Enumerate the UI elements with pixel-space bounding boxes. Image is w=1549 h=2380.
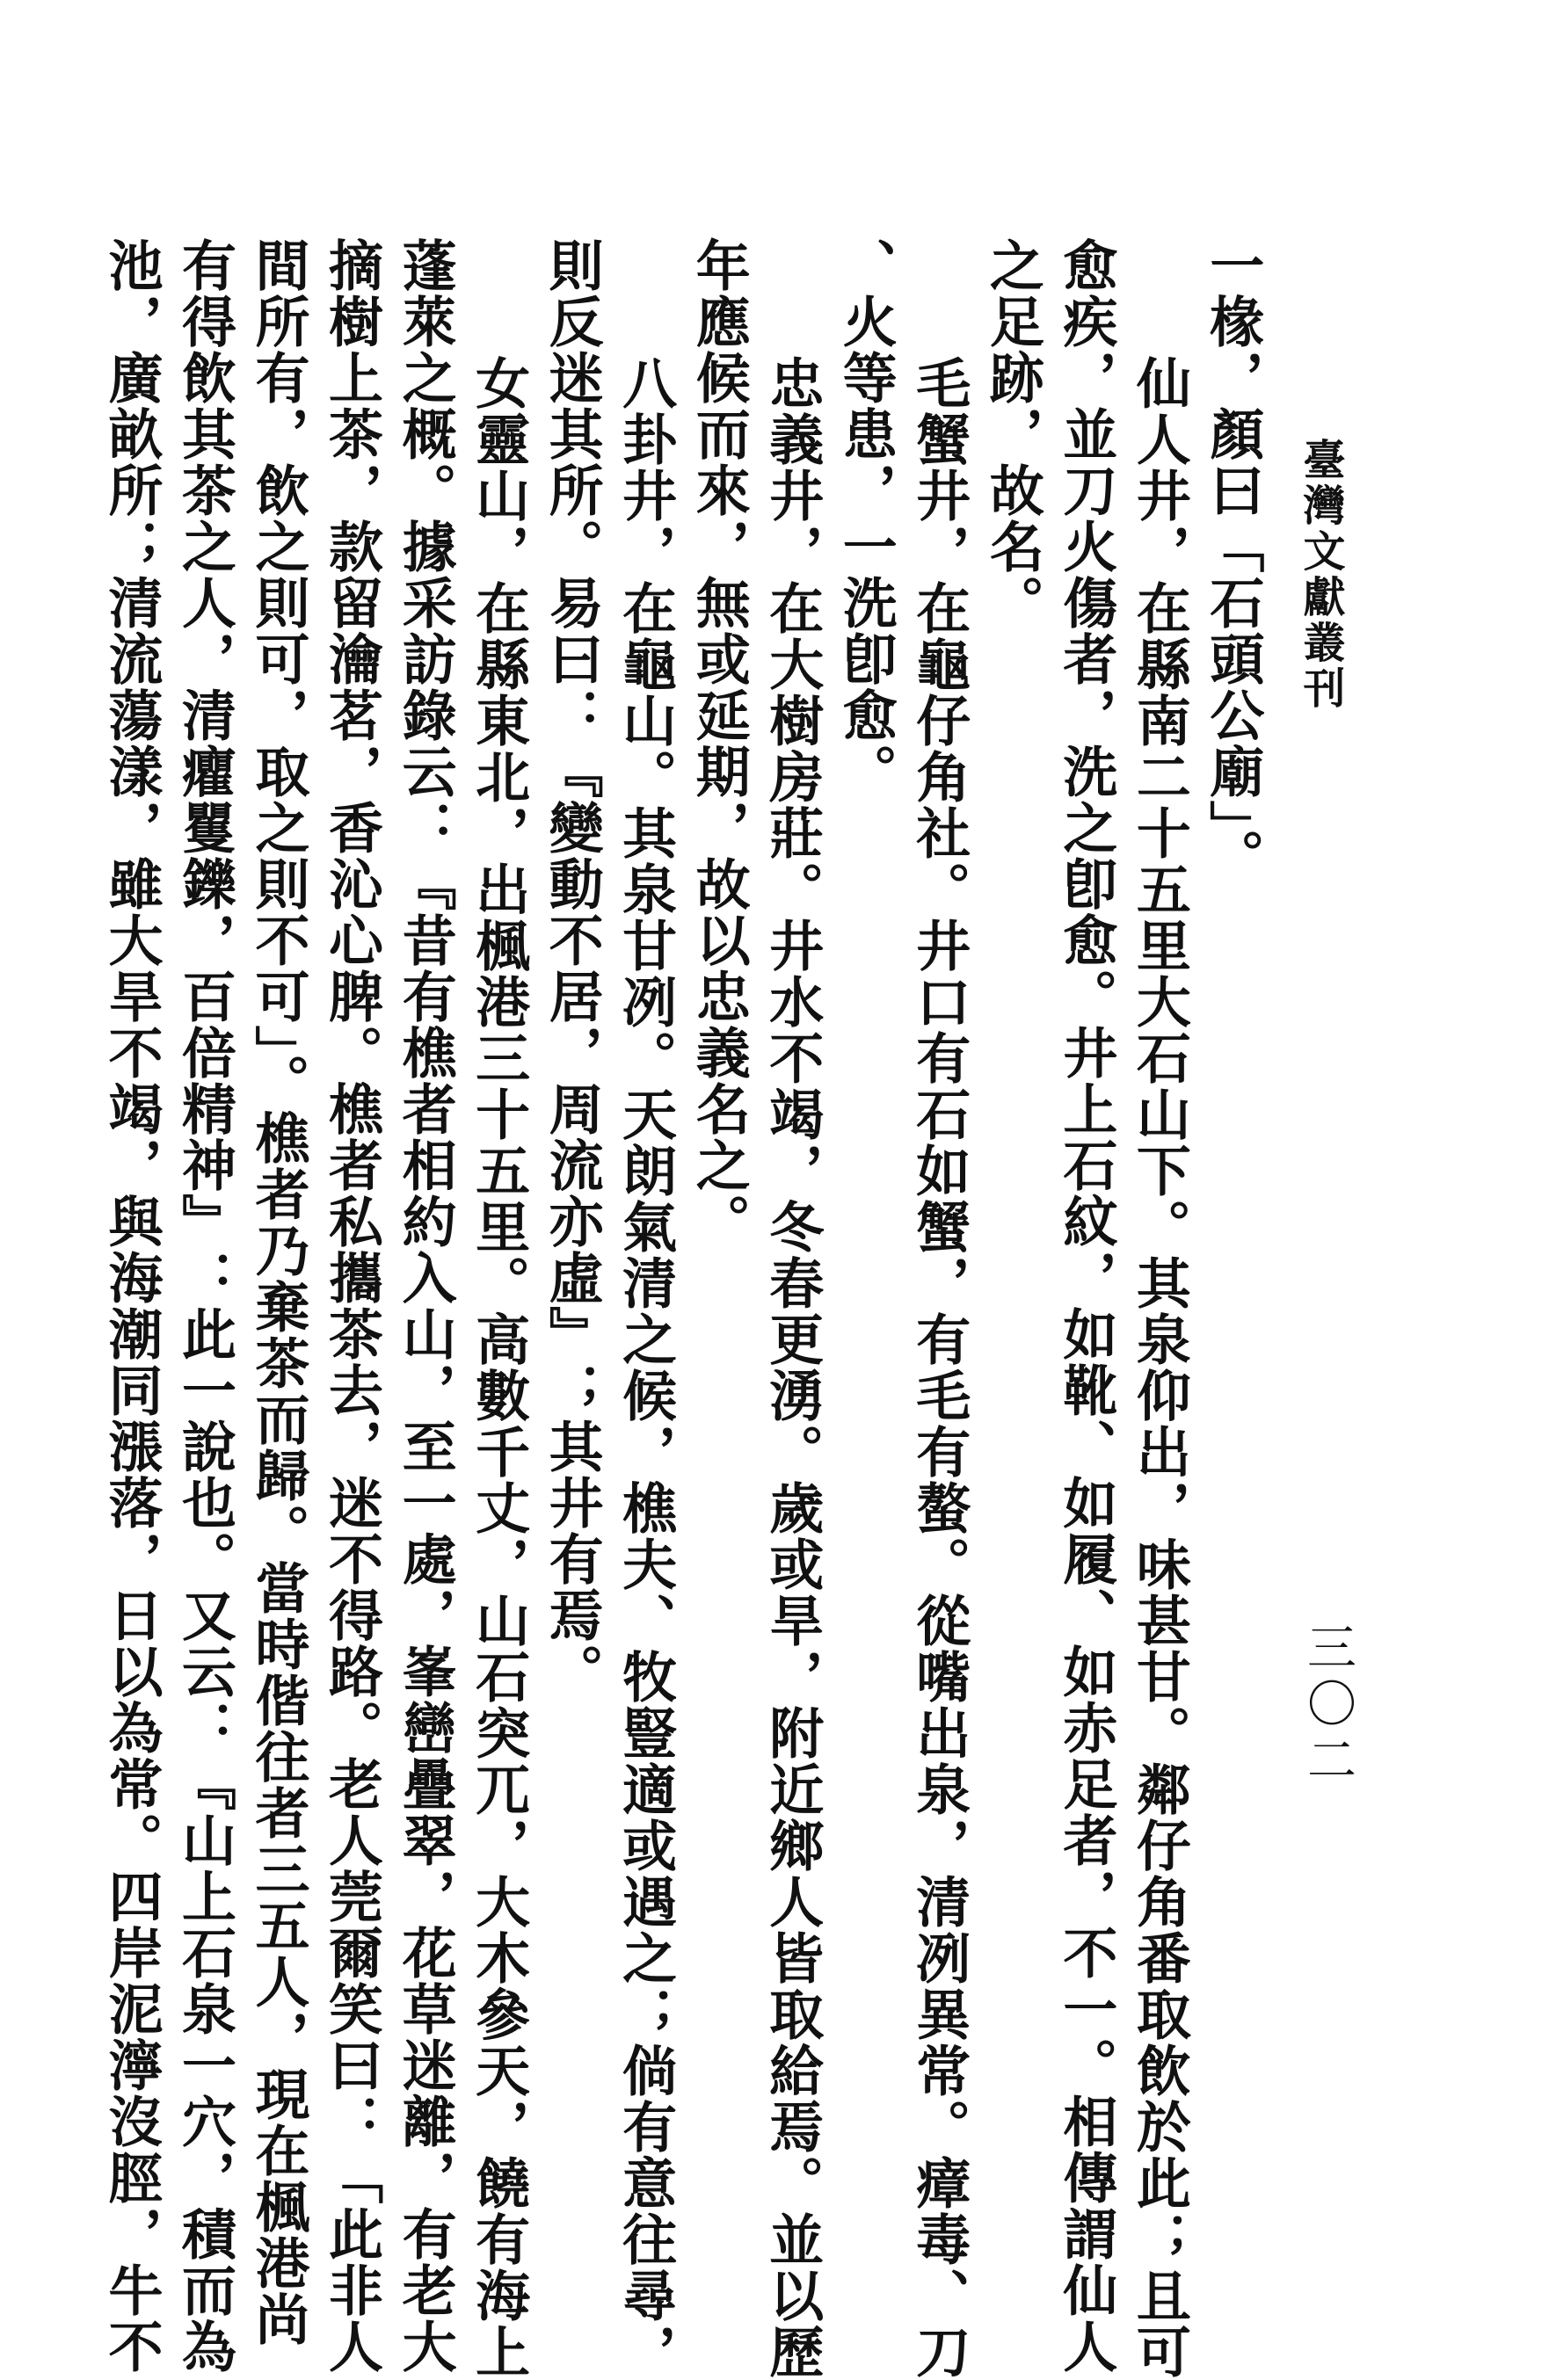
text-column: 池，廣畝所；清流蕩漾，雖大旱不竭，與海潮同漲落，日以為常。四岸泥濘沒脛，牛不 xyxy=(98,237,164,2375)
page-number: 三〇二 xyxy=(1299,1622,1356,1790)
text-column: 蓬萊之概。據采訪錄云：『昔有樵者相約入山，至一處，峯巒疊翠，花草迷離，有老大 xyxy=(393,237,458,2375)
text-column: 年應候而來，無或延期，故以忠義名之。 xyxy=(687,237,752,1250)
text-column: 之足跡，故名。 xyxy=(980,237,1045,631)
text-column: 仙人井，在縣南二十五里大石山下。其泉仰出，味甚甘。鄰仔角番取飲於此；且可 xyxy=(1127,355,1192,2380)
text-column: 毛蟹井，在龜仔角社。井口有石如蟹，有毛有螯。從嘴出泉，清冽異常。瘴毒、刀 xyxy=(906,355,971,2380)
text-column: 有得飲其茶之人，清癯矍鑠，百倍精神』：此一說也。又云：『山上石泉一穴，積而為 xyxy=(172,237,237,2375)
running-head: 臺灣文獻叢刊 xyxy=(1296,438,1345,712)
text-column: 八卦井，在龜山。其泉甘冽。天朗氣清之候，樵夫、牧豎適或遇之；倘有意往尋， xyxy=(613,355,678,2380)
text-column: 則反迷其所。易曰：『變動不居，周流亦虛』；其井有焉。 xyxy=(540,237,605,1700)
text-column: 摘樹上茶，款留瀹茗，香沁心脾。樵者私攜茶去，迷不得路。老人莞爾笑曰：「此非人 xyxy=(319,237,384,2375)
text-column: 愈疾，並刀火傷者，洗之卽愈。井上石紋，如靴、如履、如赤足者，不一。相傳謂仙人 xyxy=(1053,237,1118,2375)
text-column: 女靈山，在縣東北，出楓港三十五里。高數千丈，山石突兀，大木參天，饒有海上 xyxy=(466,355,531,2380)
body-text xyxy=(98,237,1265,2380)
text-column: 間所有，飲之則可，取之則不可」。樵者乃棄茶而歸。當時偕往者三五人，現在楓港尚 xyxy=(246,237,311,2347)
text-column: 、火等患，一洗卽愈。 xyxy=(833,237,898,800)
text-column: 一椽，顏曰「石頭公廟」。 xyxy=(1200,237,1265,885)
text-column: 忠義井，在大樹房莊。井水不竭，冬春更湧。歲或旱，附近鄉人皆取給焉。並以歷 xyxy=(760,355,825,2380)
